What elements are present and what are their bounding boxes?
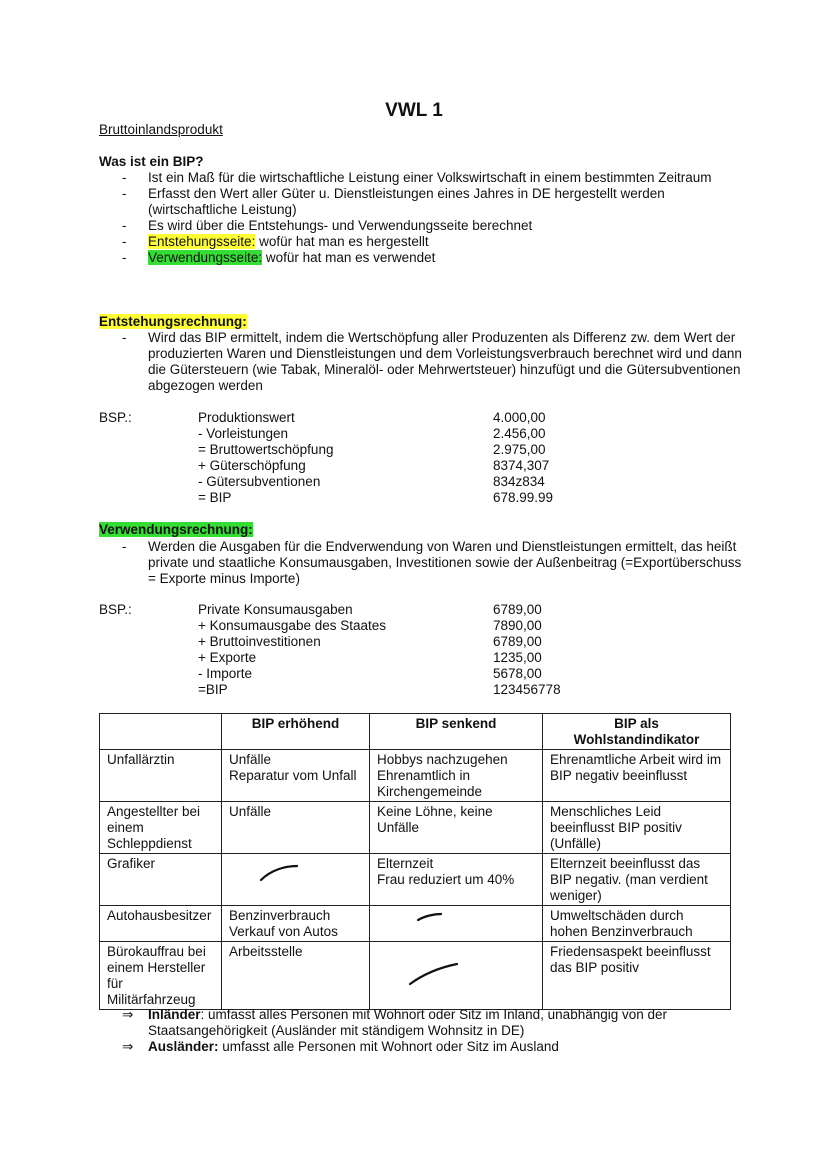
calc-row: - Importe 5678,00 (198, 666, 542, 681)
bip-table (99, 713, 731, 1010)
handwritten-stroke (377, 944, 527, 1004)
table-cell (222, 854, 370, 906)
handwritten-stroke (377, 908, 527, 936)
table-header: BIP erhöhend (222, 714, 370, 750)
table-cell: Hobbys nachzugehen Ehrenamtlich in Kirchengemeinde (370, 750, 543, 802)
table-row (100, 750, 731, 802)
table-row (100, 906, 731, 942)
table-cell (370, 906, 543, 942)
verwendung-heading: Verwendungsrechnung: (99, 522, 253, 537)
calc-row: + Güterschöpfung 8374,307 (198, 458, 550, 473)
table-header: BIP als Wohlstandindikator (543, 714, 731, 750)
table-cell: Arbeitsstelle (222, 942, 370, 1010)
table-cell: Elternzeit Frau reduziert um 40% (370, 854, 543, 906)
table-cell: Unfälle Reparatur vom Unfall (222, 750, 370, 802)
calc-row: BSP.: Produktionswert 4.000,00 (99, 410, 546, 425)
table-cell (370, 942, 543, 1010)
entstehung-list (122, 330, 742, 394)
calc-row: - Gütersubventionen 834z834 (198, 474, 545, 489)
list-item: - Entstehungsseite: wofür hat man es hergestellt (122, 234, 429, 249)
calc-row: = Bruttowertschöpfung 2.975,00 (198, 442, 546, 457)
calc-row: - Vorleistungen 2.456,00 (198, 426, 546, 441)
calc-row: + Bruttoinvestitionen 6789,00 (198, 634, 542, 649)
entstehung-heading: Entstehungsrechnung: (99, 314, 247, 329)
table-cell: Unfallärztin (100, 750, 222, 802)
table-cell: Unfälle (222, 802, 370, 854)
table-cell: Ehrenamtliche Arbeit wird im BIP negativ beeinflusst (543, 750, 731, 802)
table-header: BIP senkend (370, 714, 543, 750)
table-header (100, 714, 222, 750)
arrow-icon: ⇒ (122, 1007, 134, 1022)
table-cell: Grafiker (100, 854, 222, 906)
list-item: - Ist ein Maß für die wirtschaftliche Leistung einer Volkswirtschaft in einem bestimmten Zeitraum (122, 170, 712, 185)
subtitle: Bruttoinlandsprodukt (99, 122, 223, 137)
calc-row: + Exporte 1235,00 (198, 650, 542, 665)
list-item: - Werden die Ausgaben für die Endverwendung von Waren und Dienstleistungen ermittelt, das heißt private und staatliche Konsumausgaben, Investitionen sowie der Außenbeitrag (=Exportüberschuss = Exporte minus Importe) (122, 539, 742, 586)
table-cell: Benzinverbrauch Verkauf von Autos (222, 906, 370, 942)
table-cell: Friedensaspekt beeinflusst das BIP positiv (543, 942, 731, 1010)
table-cell: Angestellter bei einem Schleppdienst (100, 802, 222, 854)
highlight-term: Verwendungsseite: (148, 250, 263, 265)
table-cell: Menschliches Leid beeinflusst BIP positiv (Unfälle) (543, 802, 731, 854)
arrow-icon: ⇒ (122, 1039, 134, 1054)
list-item: ⇒ Ausländer: umfasst alle Personen mit Wohnort oder Sitz im Ausland (122, 1039, 559, 1054)
table-cell: Autohausbesitzer (100, 906, 222, 942)
table-row (100, 942, 731, 1010)
calc-row: =BIP 123456778 (198, 682, 561, 697)
page-title: VWL 1 (385, 100, 443, 121)
list-item: - Erfasst den Wert aller Güter u. Dienstleistungen eines Jahres in DE hergestellt werden (wirtschaftliche Leistung) (122, 186, 665, 217)
table-cell: Umweltschäden durch hohen Benzinverbrauch (543, 906, 731, 942)
calc-row: = BIP 678.99.99 (198, 490, 554, 505)
what-list (122, 170, 742, 266)
list-item: - Verwendungsseite: wofür hat man es verwendet (122, 250, 436, 265)
handwritten-stroke (229, 856, 349, 900)
calc-row: BSP.: Private Konsumausgaben 6789,00 (99, 602, 542, 617)
entstehung-calc (99, 410, 659, 506)
table-row (100, 802, 731, 854)
what-heading: Was ist ein BIP? (99, 154, 204, 169)
notes-list (122, 1007, 722, 1055)
table-cell: Bürokauffrau bei einem Hersteller für Militärfahrzeug (100, 942, 222, 1010)
table-cell: Keine Löhne, keine Unfälle (370, 802, 543, 854)
highlight-term: Entstehungsseite: (148, 234, 256, 249)
calc-row: + Konsumausgabe des Staates 7890,00 (198, 618, 542, 633)
table-row (100, 854, 731, 906)
list-item: - Wird das BIP ermittelt, indem die Wertschöpfung aller Produzenten als Differenz zw. dem Wert der produzierten Waren und Dienstleistungen und dem Vorleistungsverbrauch berechnet wird und dann die Gütersteuern (wie Tabak, Mineralöl- oder Mehrwertsteuer) hinzufügt und die Gütersubventionen abgezogen werden (122, 330, 742, 393)
table-header-row (100, 714, 731, 750)
list-item: ⇒ Inländer: umfasst alles Personen mit Wohnort oder Sitz im Inland, unabhängig von der Staatsangehörigkeit (Ausländer mit ständigem Wohnsitz in DE) (122, 1007, 668, 1038)
verwendung-list (122, 539, 742, 587)
verwendung-calc (99, 602, 659, 698)
list-item: - Es wird über die Entstehungs- und Verwendungsseite berechnet (122, 218, 533, 233)
table-cell: Elternzeit beeinflusst das BIP negativ. (man verdient weniger) (543, 854, 731, 906)
